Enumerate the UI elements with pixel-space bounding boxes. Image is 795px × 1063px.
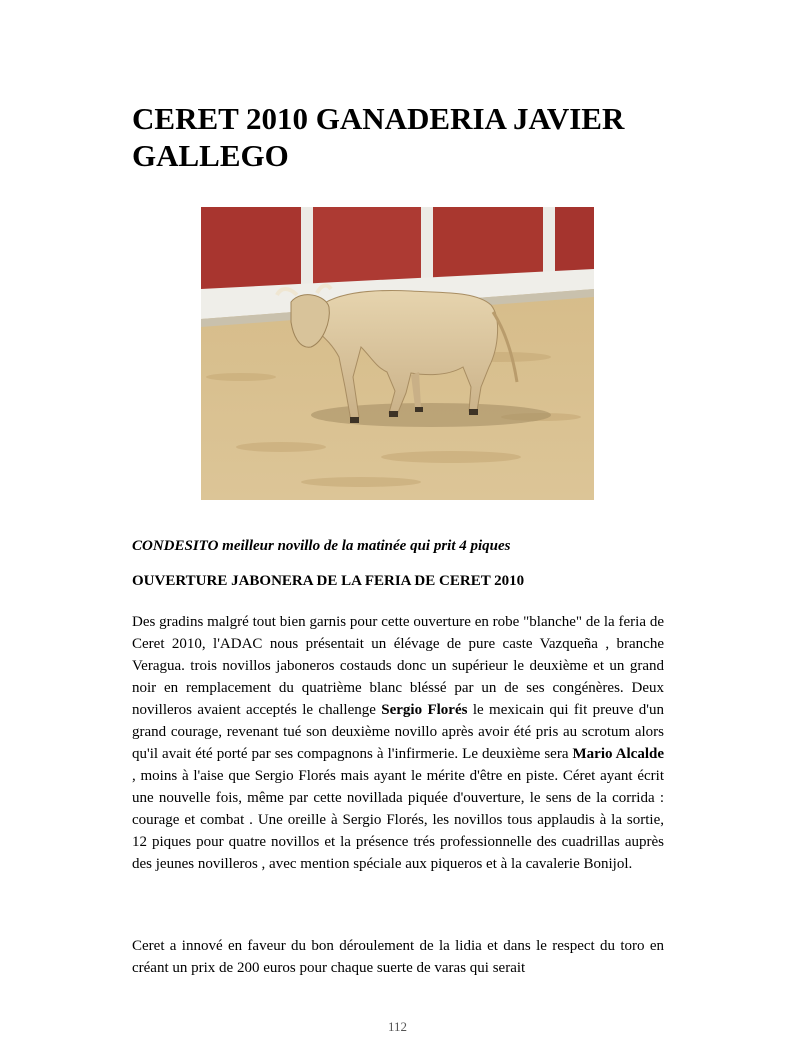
- torero-name-mario-alcalde: Mario Alcalde: [572, 746, 664, 762]
- paragraph-1-text-c: , moins à l'aise que Sergio Florés mais ayant le mérite d'être en piste. Céret ayant écrit une nouvelle fois, même par cette novillada piquée d'ouverture, le sens de la corrida : courage et combat . Une oreille à Sergio Florés, les novillos tous applaudis à la sortie, 12 piques pour quatre novillos et la présence trés professionnelle des cuadrillas auprès des jeunes novilleros , avec mention spéciale aux piqueros et à la cavalerie Bonijol.: [132, 768, 664, 872]
- torero-name-sergio-flores: Sergio Florés: [381, 702, 468, 718]
- bull-photo: [201, 207, 594, 500]
- paragraph-1: [132, 611, 664, 875]
- section-heading: OUVERTURE JABONERA DE LA FERIA DE CERET 2010: [132, 573, 525, 589]
- page-title: CERET 2010 GANADERIA JAVIER GALLEGO: [132, 101, 625, 173]
- paragraph-2: Ceret a innové en faveur du bon déroulement de la lidia et dans le respect du toro en créant un prix de 200 euros pour chaque suerte de varas qui serait: [132, 938, 664, 976]
- photo-caption: CONDESITO meilleur novillo de la matinée qui prit 4 piques: [132, 538, 511, 554]
- paragraph-1-text-b: le mexicain qui fit preuve d'un grand courage, revenant tué son deuxième novillo après avoir été pris au scrotum alors qu'il avait été porté par ses compagnons à l'infirmerie. Le deuxième sera: [132, 702, 665, 762]
- paragraph-1-text-a: Des gradins malgré tout bien garnis pour cette ouverture en robe "blanche" de la feria de Ceret 2010, l'ADAC nous présentait un élévage de pure caste Vazqueña , branche Veragua. trois novillos jaboneros costauds donc un supérieur le deuxième et un grand noir en remplacement du quatrième blanc bléssé par un de ses congénères. Deux novilleros avaient acceptés le challenge: [132, 614, 664, 718]
- page-number: 112: [387, 1019, 408, 1034]
